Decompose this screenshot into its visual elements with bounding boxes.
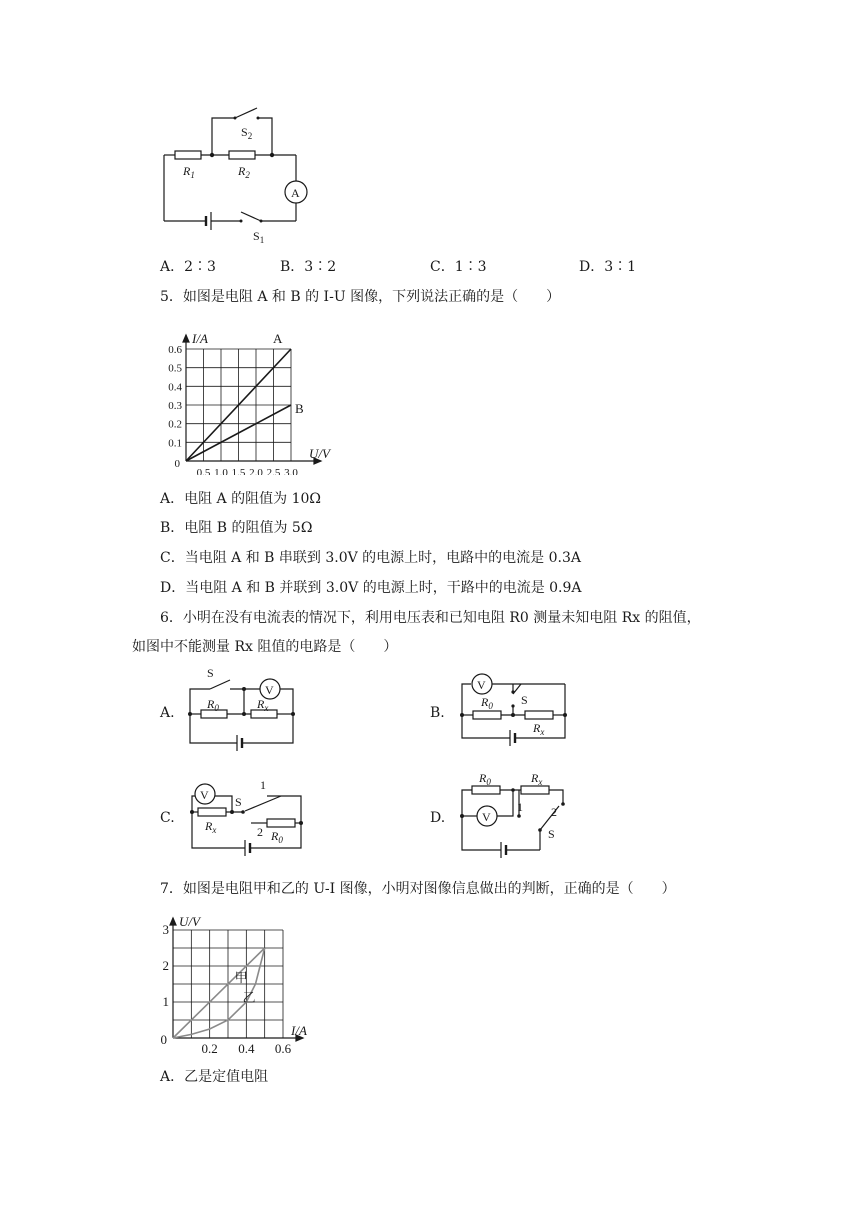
position-1-label: 1	[517, 800, 523, 814]
series-name-label: 乙	[242, 990, 256, 1005]
r0-label: $R_0$	[479, 771, 491, 787]
y-axis-arrow	[183, 335, 189, 342]
x-tick-label: 1.0	[214, 467, 228, 475]
switch-label: S	[207, 666, 214, 680]
series-name-label: 甲	[234, 970, 248, 985]
q6-option-a-label: A.	[160, 705, 175, 721]
x-tick-label: 0.6	[274, 1041, 292, 1056]
q5-stem: 5．如图是电阻 A 和 B 的 I-U 图像，下列说法正确的是（ ）	[160, 289, 561, 305]
q6-option-b-label: B.	[430, 705, 445, 721]
rx-label: $R_x$	[205, 819, 217, 835]
rx-label: $R_x$	[531, 771, 543, 787]
voltmeter-label: V	[477, 678, 486, 692]
switch-label: S	[521, 693, 528, 707]
q5-option-a: A．电阻 A 的阻值为 10Ω	[160, 491, 321, 507]
r2-label: $R_2$	[238, 164, 250, 180]
position-2-label: 2	[257, 825, 263, 839]
q4-option-b: B．3∶2	[280, 259, 337, 275]
y-tick-label: 0.2	[168, 418, 182, 431]
r1-label: $R_1$	[183, 164, 195, 180]
q7-option-a: A．乙是定值电阻	[160, 1069, 269, 1085]
x-tick-label: 2.5	[266, 467, 281, 475]
y-axis-label: U/V	[179, 914, 200, 929]
position-2-label: 2	[551, 805, 557, 819]
x-tick-label: 3.0	[284, 467, 298, 475]
q6-circuit-c	[185, 772, 310, 860]
q5-option-d: D．当电阻 A 和 B 并联到 3.0V 的电源上时，干路中的电流是 0.9A	[160, 580, 582, 596]
y-tick-label: 0.1	[168, 437, 182, 450]
x-tick-label: 0.4	[238, 1041, 255, 1056]
x-tick-label: 0.5	[196, 467, 211, 475]
switch-label: S	[548, 827, 555, 841]
y-tick-label: 0.5	[168, 362, 182, 375]
switch-label: S	[235, 795, 242, 809]
q4-option-d: D．3∶1	[579, 259, 637, 275]
y-tick-label: 1	[162, 994, 169, 1009]
x-tick-label: 1.5	[231, 467, 246, 475]
y-tick-label: 0.6	[168, 344, 182, 356]
q6-circuit-d	[455, 768, 580, 860]
ammeter-label: A	[291, 186, 300, 200]
y-axis-arrow	[170, 918, 176, 925]
rx-label: $R_x$	[533, 721, 545, 737]
q4-option-c: C．1∶3	[430, 259, 487, 275]
q7-ui-chart	[155, 900, 325, 1060]
r0-label: $R_0$	[481, 695, 493, 711]
q6-stem-line2: 如图中不能测量 Rx 阻值的电路是（ ）	[132, 639, 398, 655]
q5-iu-chart	[160, 310, 370, 475]
y-tick-label: 0.4	[168, 381, 182, 394]
series-name-label: A	[273, 331, 283, 346]
x-axis-label: I/A	[291, 1023, 307, 1038]
x-tick-label: 0.2	[201, 1041, 218, 1056]
s1-label: $S_1$	[253, 229, 265, 245]
s2-label: $S_2$	[241, 125, 253, 141]
position-1-label: 1	[260, 778, 266, 792]
rx-label: $R_x$	[257, 697, 269, 713]
q6-circuit-a	[185, 662, 300, 752]
q6-option-d-label: D.	[430, 810, 446, 826]
q5-option-b: B．电阻 B 的阻值为 5Ω	[160, 520, 313, 536]
q6-stem-line1: 6．小明在没有电流表的情况下，利用电压表和已知电阻 R0 测量未知电阻 Rx 的阻值，	[160, 610, 701, 626]
y-axis-label: I/A	[192, 331, 208, 346]
y-tick-label: 0.3	[168, 400, 182, 412]
q6-circuit-b	[455, 670, 575, 750]
origin-label: 0	[174, 458, 180, 470]
y-tick-label: 3	[162, 922, 169, 937]
voltmeter-label: V	[200, 788, 209, 802]
r0-label: $R_0$	[271, 829, 283, 845]
q4-option-a: A．2∶3	[160, 259, 216, 275]
voltmeter-label: V	[482, 810, 491, 824]
q7-stem: 7．如图是电阻甲和乙的 U-I 图像，小明对图像信息做出的判断，正确的是（ ）	[160, 881, 676, 897]
x-tick-label: 2.0	[249, 467, 263, 475]
q4-circuit-diagram	[155, 100, 325, 245]
x-axis-label: U/V	[309, 446, 330, 461]
q5-option-c: C．当电阻 A 和 B 串联到 3.0V 的电源上时，电路中的电流是 0.3A	[160, 550, 582, 566]
y-tick-label: 2	[162, 958, 169, 973]
q6-option-c-label: C.	[160, 810, 175, 826]
voltmeter-label: V	[265, 683, 274, 697]
origin-label: 0	[160, 1032, 167, 1047]
series-name-label: B	[295, 401, 304, 416]
r0-label: $R_0$	[207, 697, 219, 713]
